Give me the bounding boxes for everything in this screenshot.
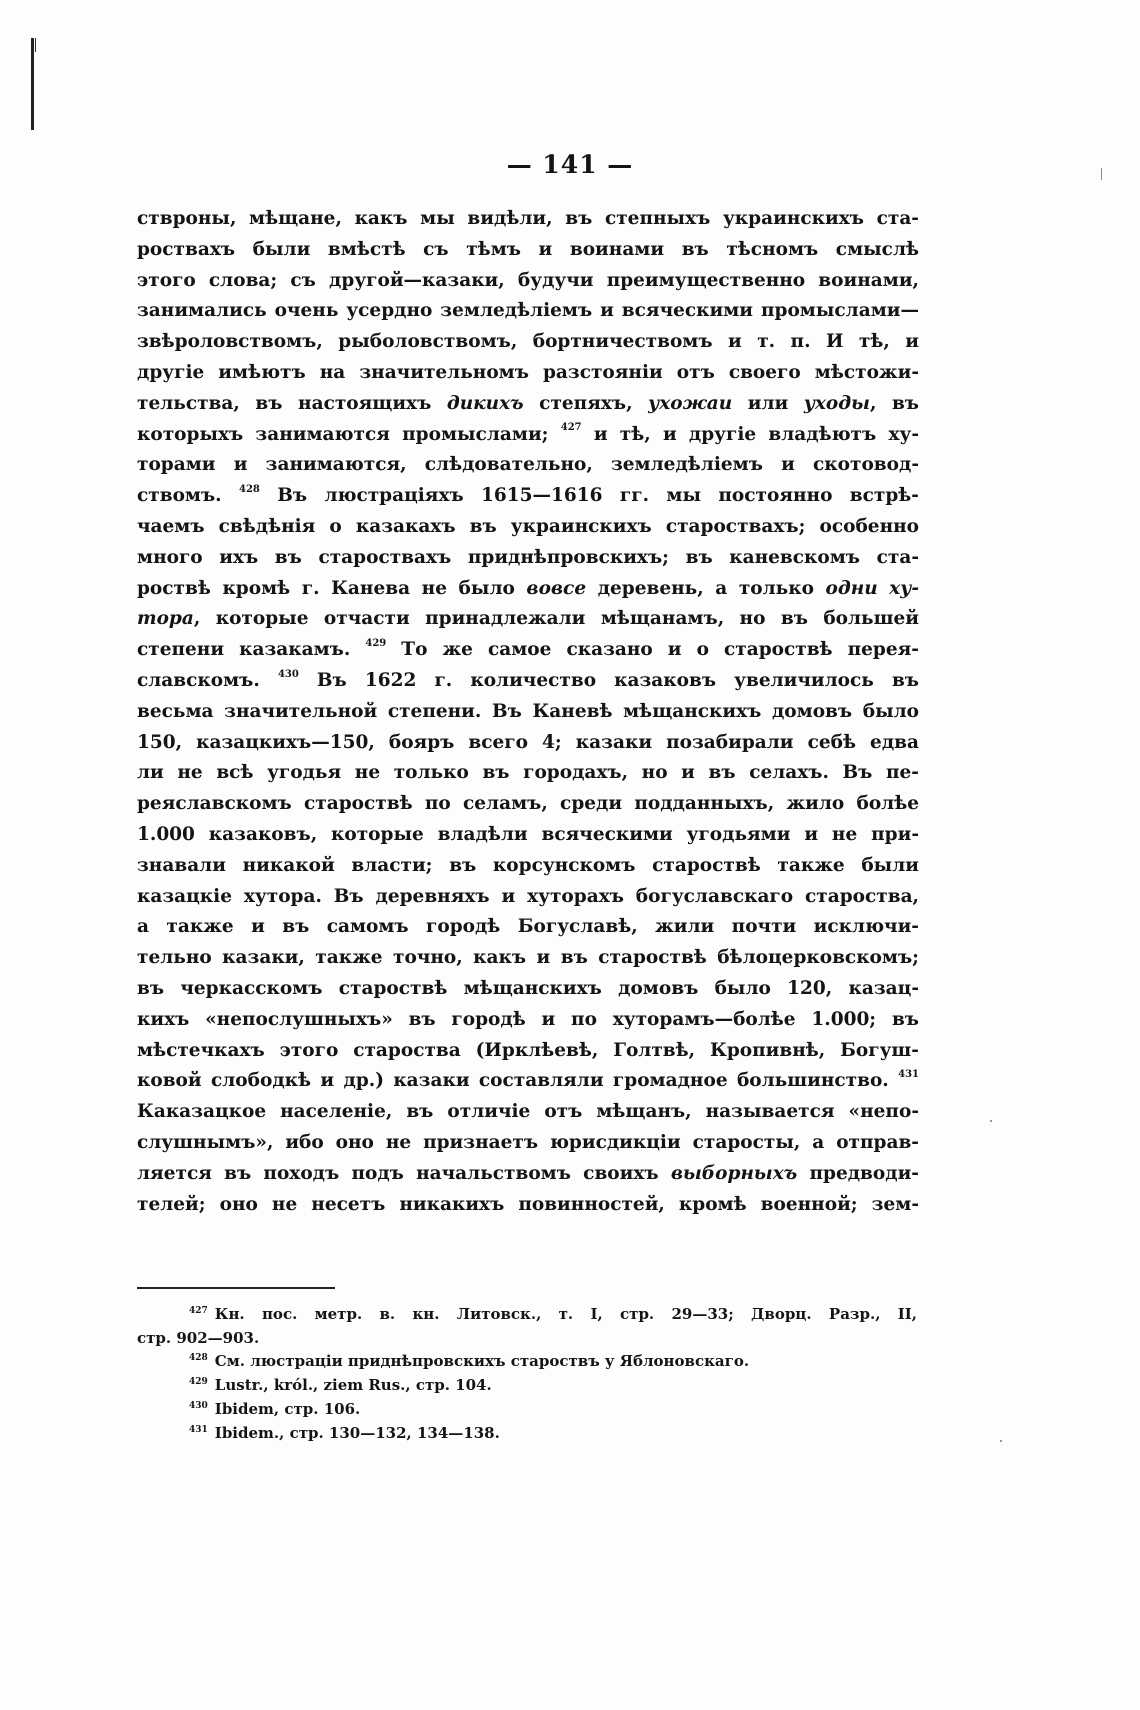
text-segment: ляется въ походъ подъ начальствомъ своихъ bbox=[137, 1162, 671, 1184]
text-segment: ковой слободкѣ и др.) казаки составляли громадное большинство. bbox=[137, 1070, 899, 1092]
text-segment: деревень, а только bbox=[586, 577, 826, 599]
text-segment: этого слова; съ другой—казаки, будучи преимущественно воинами, bbox=[137, 269, 919, 291]
text-line bbox=[137, 204, 919, 235]
text-segment: славскомъ. bbox=[137, 669, 278, 691]
italic-text: ухожаи bbox=[648, 392, 733, 414]
text-segment: , въ bbox=[869, 392, 919, 414]
text-line bbox=[137, 789, 919, 820]
text-segment: другіе имѣютъ на значительномъ разстояніи отъ своего мѣстожи- bbox=[137, 361, 919, 383]
text-line bbox=[137, 1097, 919, 1128]
footnote bbox=[137, 1398, 917, 1422]
text-line bbox=[137, 820, 919, 851]
text-segment: степени казакамъ. bbox=[137, 639, 366, 661]
text-segment: торами и занимаются, слѣдовательно, земледѣліемъ и скотовод- bbox=[137, 454, 919, 476]
text-line bbox=[137, 481, 919, 512]
footnote-text: Lustr., król., ziem Rus., стр. 104. bbox=[214, 1376, 492, 1395]
text-segment: кихъ «непослушныхъ» въ городѣ и по хуторамъ—болѣе 1.000; въ bbox=[137, 1008, 919, 1030]
text-line bbox=[137, 666, 919, 697]
footnote-ref: 430 bbox=[277, 668, 299, 680]
footnote bbox=[137, 1374, 917, 1398]
footnote-text: Ibidem., стр. 130—132, 134—138. bbox=[214, 1423, 500, 1442]
text-line bbox=[137, 1036, 919, 1067]
text-line bbox=[137, 296, 919, 327]
footnote-number: 430 bbox=[189, 1400, 208, 1411]
text-segment: Въ люстраціяхъ 1615—1616 гг. мы постоянно встрѣ- bbox=[259, 485, 919, 507]
italic-text: уходы bbox=[803, 392, 870, 414]
text-line bbox=[137, 1005, 919, 1036]
text-line bbox=[137, 574, 919, 605]
text-segment: Въ 1622 г. количество казаковъ увеличилось въ bbox=[298, 669, 919, 691]
text-segment: занимались очень усердно земледѣліемъ и всяческими промыслами— bbox=[137, 300, 919, 322]
italic-text: одни ху- bbox=[825, 577, 920, 599]
text-segment: То же самое сказано и о староствѣ перея- bbox=[386, 639, 919, 661]
footnotes bbox=[137, 1303, 917, 1445]
italic-text: выборныхъ bbox=[670, 1162, 798, 1184]
footnote bbox=[137, 1422, 917, 1446]
footnote-number: 428 bbox=[189, 1353, 208, 1364]
text-segment: роствѣ кромѣ г. Канева не было bbox=[137, 577, 527, 599]
scan-speck bbox=[1000, 1440, 1002, 1442]
text-segment: ли не всѣ угодья не только въ городахъ, но и въ селахъ. Въ пе- bbox=[137, 762, 919, 784]
text-line bbox=[137, 543, 919, 574]
text-segment: ствомъ. bbox=[137, 485, 239, 507]
footnote-ref: 428 bbox=[239, 484, 260, 496]
footnote-number: 429 bbox=[189, 1377, 208, 1388]
footnote-continuation: стр. 902—903. bbox=[137, 1328, 260, 1347]
italic-text: тора bbox=[137, 608, 194, 630]
text-line bbox=[137, 943, 919, 974]
footnote-number: 431 bbox=[189, 1424, 208, 1435]
text-line bbox=[137, 512, 919, 543]
footnote-text: См. люстраціи приднѣпровскихъ староствъ у Яблоновскаго. bbox=[214, 1352, 750, 1371]
text-line bbox=[137, 327, 919, 358]
text-segment: много ихъ въ староствахъ приднѣпровскихъ; въ каневскомъ ста- bbox=[137, 546, 919, 568]
footnote-ref: 427 bbox=[560, 422, 582, 434]
text-segment: чаемъ свѣдѣнія о казакахъ въ украинскихъ староствахъ; особенно bbox=[137, 515, 919, 537]
scan-edge-mark bbox=[31, 38, 34, 130]
text-segment: слушнымъ», ибо оно не признаетъ юрисдикціи старосты, а отправ- bbox=[137, 1131, 919, 1153]
text-line bbox=[137, 882, 919, 913]
text-segment: и тѣ, и другіе владѣютъ ху- bbox=[581, 423, 919, 445]
text-line bbox=[137, 450, 919, 481]
text-segment: , которые отчасти принадлежали мѣщанамъ, но въ большей bbox=[193, 608, 919, 630]
text-segment: 1.000 казаковъ, которые владѣли всяческими угодьями и не при- bbox=[137, 823, 919, 845]
text-segment: ствроны, мѣщане, какъ мы видѣли, въ степныхъ украинскихъ ста- bbox=[137, 208, 919, 229]
text-line bbox=[137, 235, 919, 266]
text-segment: тельства, въ настоящихъ bbox=[137, 392, 447, 414]
text-line bbox=[137, 912, 919, 943]
text-line bbox=[137, 758, 919, 789]
text-line bbox=[137, 604, 919, 635]
footnote bbox=[137, 1350, 917, 1374]
footnote-separator bbox=[137, 1287, 335, 1289]
text-segment: телей; оно не несетъ никакихъ повинностей, кромѣ военной; зем- bbox=[137, 1193, 919, 1215]
text-line bbox=[137, 266, 919, 297]
text-segment: а также и въ самомъ городѣ Богуславѣ, жили почти исключи- bbox=[137, 916, 919, 938]
text-line bbox=[137, 420, 919, 451]
scan-speck bbox=[990, 1120, 992, 1122]
text-segment: степяхъ, bbox=[523, 392, 649, 414]
footnote bbox=[137, 1303, 917, 1327]
text-line bbox=[137, 1190, 919, 1221]
footnote-ref: 431 bbox=[898, 1069, 919, 1081]
text-segment: звѣроловствомъ, рыболовствомъ, бортничествомъ и т. п. И тѣ, и bbox=[137, 331, 919, 353]
text-line bbox=[137, 697, 919, 728]
text-segment: реяславскомъ староствѣ по селамъ, среди подданныхъ, жило болѣе bbox=[137, 793, 919, 815]
text-segment: которыхъ занимаются промыслами; bbox=[137, 423, 561, 445]
text-segment: тельно казаки, также точно, какъ и въ староствѣ бѣлоцерковскомъ; bbox=[137, 947, 919, 969]
text-segment: 150, казацкихъ—150, бояръ всего 4; казаки позабирали себѣ едва bbox=[137, 731, 919, 753]
text-segment: казацкіе хутора. Въ деревняхъ и хуторахъ богуславскаго староства, bbox=[137, 885, 919, 907]
text-segment: предводи- bbox=[797, 1162, 919, 1184]
body-text bbox=[137, 204, 919, 1220]
text-line bbox=[137, 974, 919, 1005]
text-line bbox=[137, 389, 919, 420]
footnote-text: Ibidem, стр. 106. bbox=[214, 1399, 361, 1418]
italic-text: вовсе bbox=[526, 577, 587, 599]
text-line bbox=[137, 1128, 919, 1159]
text-segment: въ черкасскомъ староствѣ мѣщанскихъ домовъ было 120, казац- bbox=[137, 977, 919, 999]
text-segment: или bbox=[732, 392, 804, 414]
text-line bbox=[137, 728, 919, 759]
text-line bbox=[137, 1159, 919, 1190]
text-segment: Каказацкое населеніе, въ отличіе отъ мѣщанъ, называется «непо- bbox=[137, 1101, 919, 1123]
text-segment: мѣстечкахъ этого староства (Ирклѣевѣ, Голтвѣ, Кропивнѣ, Богуш- bbox=[137, 1039, 919, 1061]
text-segment: роствахъ были вмѣстѣ съ тѣмъ и воинами въ тѣсномъ смыслѣ bbox=[137, 238, 919, 260]
scan-edge-mark-tick bbox=[35, 38, 36, 52]
text-line bbox=[137, 635, 919, 666]
text-line bbox=[137, 358, 919, 389]
page-number-header: — 141 — bbox=[506, 150, 634, 179]
text-line bbox=[137, 851, 919, 882]
footnote-ref: 429 bbox=[365, 638, 387, 649]
text-segment: знавали никакой власти; въ корсунскомъ староствѣ также были bbox=[137, 854, 919, 876]
text-line bbox=[137, 1066, 919, 1097]
text-segment: весьма значительной степени. Въ Каневѣ мѣщанскихъ домовъ было bbox=[137, 700, 919, 722]
italic-text: дикихъ bbox=[446, 392, 524, 414]
footnote-number: 427 bbox=[189, 1306, 208, 1316]
footnote-text: Кн. пос. метр. в. кн. Литовск., т. I, стр. 29—33; Дворц. Разр., II, bbox=[214, 1305, 917, 1323]
